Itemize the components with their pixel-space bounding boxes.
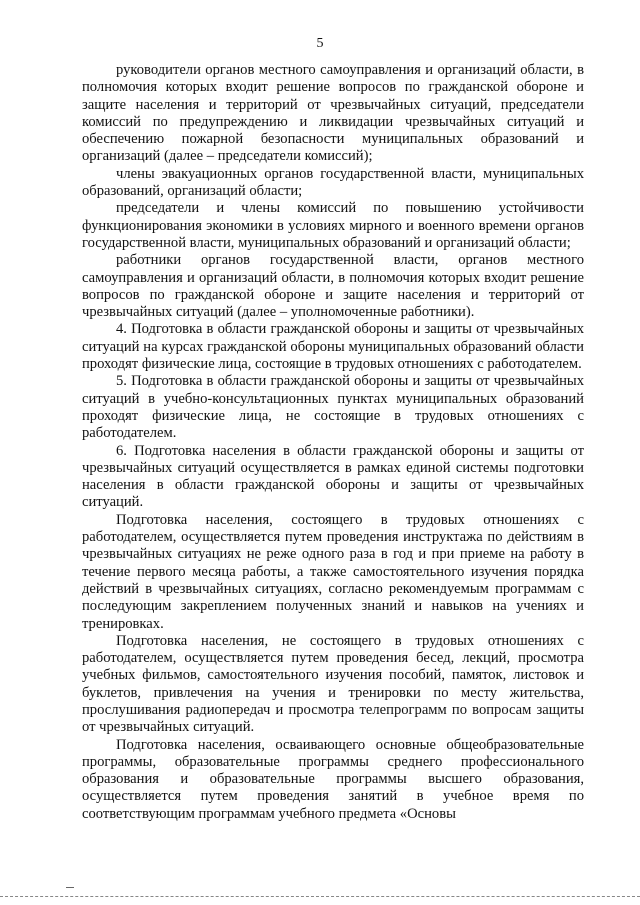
paragraph-evacuation-body-members: члены эвакуационных органов государственной власти, муниципальных образований, организаций области; <box>82 165 584 200</box>
paragraph-economic-stability-commissions: председатели и члены комиссий по повышению устойчивости функционирования экономики в условиях мирного и военного времени органов государственной власти, муниципальных образований и организаций области; <box>82 200 584 251</box>
paragraph-unemployed-population-training: Подготовка населения, не состоящего в трудовых отношениях с работодателем, осуществляется путем проведения бесед, лекций, просмотра учебных фильмов, самостоятельного изучения пособий, памяток, листовок и буклетов, привлечения на учения и тренировки по месту жительства, прослушивания радиопередач и просмотра телепрограмм по вопросам защиты от чрезвычайных ситуаций. <box>82 632 584 736</box>
scan-artifact-line <box>0 896 640 898</box>
document-body <box>82 62 584 823</box>
paragraph-heads-of-local-government: руководители органов местного самоуправления и организаций области, в полномочия которых входит решение вопросов по гражданской обороне и защите населения и территорий от чрезвычайных ситуаций, председатели комиссий по предупреждению и ликвидации чрезвычайных ситуаций и обеспечению пожарной безопасности муниципальных образований и организаций (далее – председатели комиссий); <box>82 62 584 165</box>
paragraph-item-5: 5. Подготовка в области гражданской обороны и защиты от чрезвычайных ситуаций в учебно-консультационных пунктах муниципальных образований проходят физические лица, не состоящие в трудовых отношениях с работодателем. <box>82 373 584 442</box>
paragraph-item-4: 4. Подготовка в области гражданской обороны и защиты от чрезвычайных ситуаций на курсах гражданской обороны муниципальных образований области проходят физические лица, состоящие в трудовых отношениях с работодателем. <box>82 321 584 373</box>
paragraph-authorized-workers: работники органов государственной власти, органов местного самоуправления и организаций области, в полномочия которых входит решение вопросов по гражданской обороне и защите населения и территорий от чрезвычайных ситуаций (далее – уполномоченные работники). <box>82 252 584 321</box>
scan-artifact-mark <box>66 887 74 888</box>
page-number: 5 <box>316 36 324 51</box>
paragraph-item-6: 6. Подготовка населения в области гражданской обороны и защиты от чрезвычайных ситуаций осуществляется в рамках единой системы подготовки населения в области гражданской обороны и защиты от чрезвычайных ситуаций. <box>82 442 584 511</box>
paragraph-students-training: Подготовка населения, осваивающего основные общеобразовательные программы, образовательные программы среднего профессионального образования и образовательные программы высшего образования, осуществляется путем проведения занятий в учебное время по соответствующим программам учебного предмета «Основы <box>82 736 584 822</box>
paragraph-employed-population-training: Подготовка населения, состоящего в трудовых отношениях с работодателем, осуществляется путем проведения инструктажа по действиям в чрезвычайных ситуациях не реже одного раза в год и при приеме на работу в течение первого месяца работы, а также самостоятельного изучения порядка действий в чрезвычайных ситуациях, согласно рекомендуемым программам с последующим закреплением полученных знаний и навыков на учениях и тренировках. <box>82 511 584 632</box>
